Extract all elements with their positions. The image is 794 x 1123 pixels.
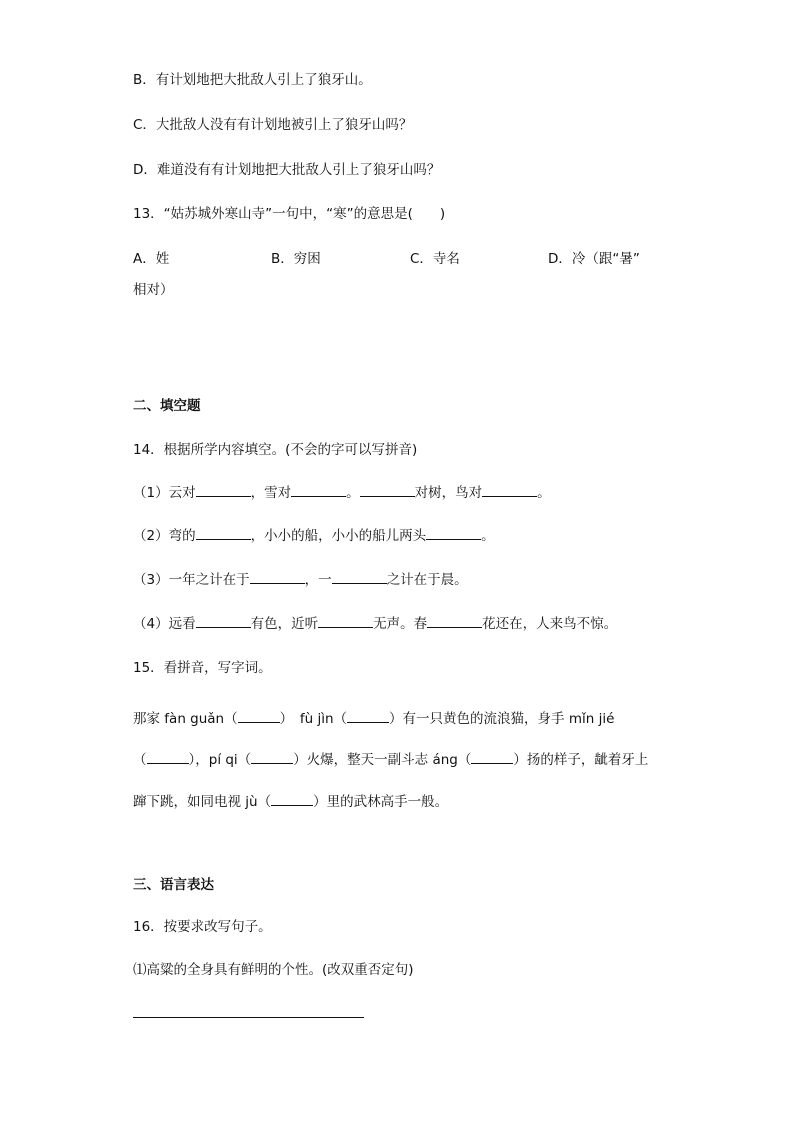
q14-stem: 14．根据所学内容填空。(不会的字可以写拼音) [133,442,418,458]
answer-blank[interactable] [196,482,251,497]
answer-blank[interactable] [332,569,387,584]
q14-line-4: （4）远看 有色，近听 无声。春 花还在，人来鸟不惊。 [133,612,617,632]
answer-blank[interactable] [347,708,389,723]
answer-blank[interactable] [196,613,251,628]
answer-blank[interactable] [482,482,537,497]
answer-blank[interactable] [251,749,293,764]
answer-blank[interactable] [291,482,346,497]
q15-line-2: （ ），pí qi（ ）火爆，整天一副斗志 áng（ ）扬的样子，龇着牙上 [133,748,648,768]
answer-blank[interactable] [250,569,305,584]
section-title-fill-in: 二、填空题 [133,398,201,414]
q12-option-d: D．难道没有有计划地把大批敌人引上了狼牙山吗？ [133,162,441,178]
answer-blank[interactable] [427,613,482,628]
answer-blank[interactable] [426,525,481,540]
answer-blank[interactable] [471,749,513,764]
answer-blank[interactable] [271,791,313,806]
q13-option-d-continued: 相对） [133,282,174,298]
q13-option-d: D．冷（跟“暑” [548,251,640,267]
q13-option-b: B．穷困 [271,251,321,267]
answer-line[interactable] [133,1017,364,1018]
answer-blank[interactable] [238,708,280,723]
q14-line-3: （3）一年之计在于 ，一 之计在于晨。 [133,568,468,588]
q14-line-1: （1）云对 ，雪对 。 对树，鸟对 。 [133,481,551,501]
q15-line-3: 蹿下跳，如同电视 jù（ ）里的武林高手一般。 [133,790,448,810]
answer-blank[interactable] [147,749,189,764]
q15-stem: 15．看拼音，写字词。 [133,660,272,676]
q13-option-a: A．姓 [133,251,170,267]
q13-stem: 13．“姑苏城外寒山寺”一句中，“寒”的意思是( ) [133,206,446,222]
q12-option-b: B．有计划地把大批敌人引上了狼牙山。 [133,72,372,88]
q14-line-2: （2）弯的 ，小小的船，小小的船儿两头 。 [133,524,495,544]
q13-option-c: C．寺名 [410,251,460,267]
section-title-language-expression: 三、语言表达 [133,877,214,893]
q15-line-1: 那家 fàn guǎn（ ） fù jìn（ ）有一只黄色的流浪猫，身手 mǐn jié [133,707,614,727]
q16-sub-1: ⑴高粱的全身具有鲜明的个性。(改双重否定句) [133,962,414,978]
q16-stem: 16．按要求改写句子。 [133,919,272,935]
answer-blank[interactable] [360,482,415,497]
answer-blank[interactable] [318,613,373,628]
q12-option-c: C．大批敌人没有有计划地被引上了狼牙山吗？ [133,117,413,133]
answer-blank[interactable] [196,525,251,540]
